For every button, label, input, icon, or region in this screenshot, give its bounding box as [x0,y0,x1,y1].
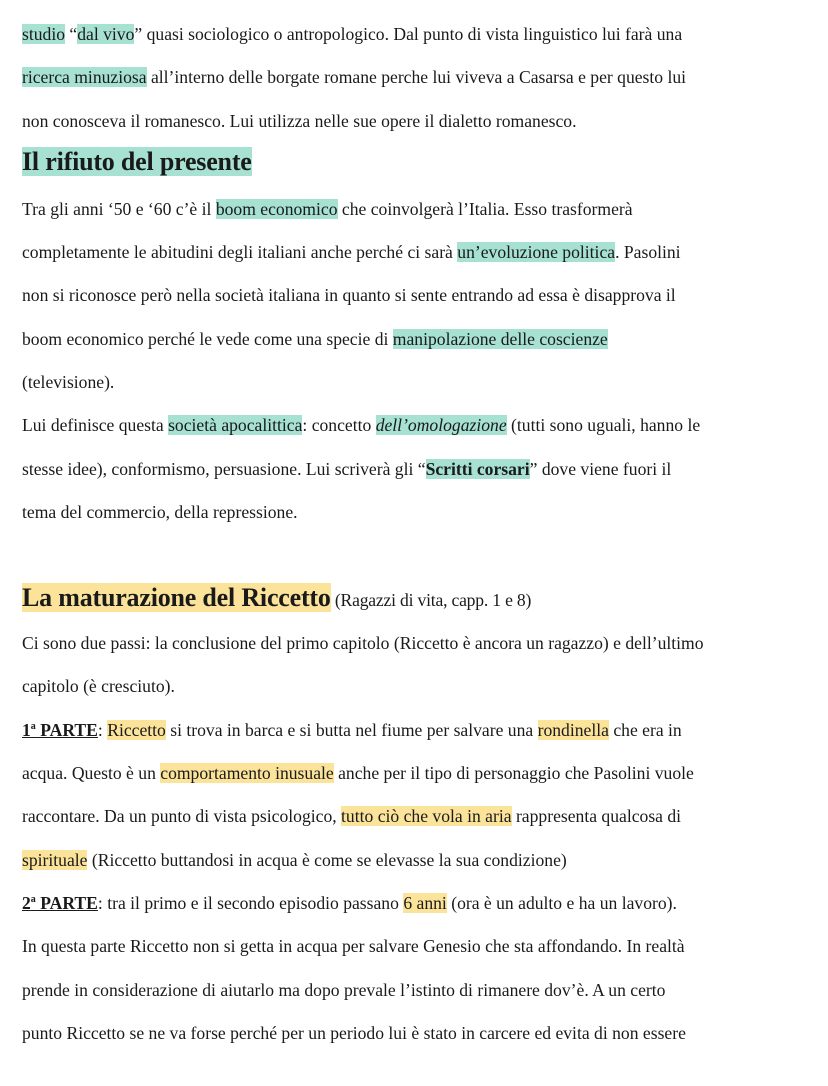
highlight: rondinella [537,720,609,740]
highlight: Riccetto [107,720,166,740]
text-span: capitolo (è cresciuto). [22,676,175,696]
text-span: : concetto [302,415,376,435]
text-span: stesse idee), conformismo, persuasione. Lui scriverà gli “ [22,459,426,479]
text-line [22,977,665,1003]
text-span: non conosceva il romanesco. Lui utilizza nelle sue opere il dialetto romanesco. [22,111,577,131]
text-span: . Pasolini [615,242,681,262]
text-line [22,717,682,743]
text-span: Tra gli anni ‘50 e ‘60 c’è il [22,199,216,219]
text-span: anche per il tipo di personaggio che Pasolini vuole [333,763,694,783]
text-line [22,673,175,699]
highlight: comportamento inusuale [160,763,334,783]
text-line [22,890,677,916]
text-span: (Riccetto buttandosi in acqua è come se elevasse la sua condizione) [87,850,567,870]
text-span: che coinvolgerà l’Italia. Esso trasformerà [337,199,633,219]
section-heading [22,580,531,618]
part-number: 2 [22,893,31,913]
part-number: 1 [22,720,31,740]
highlight: tutto ciò che vola in aria [341,806,512,826]
text-span: “ [65,24,78,44]
text-span: : [97,720,108,740]
text-span: prende in considerazione di aiutarlo ma dopo prevale l’istinto di rimanere dov’è. A un certo [22,980,666,1000]
text-span: (televisione). [22,372,115,392]
text-span: In questa parte Riccetto non si getta in acqua per salvare Genesio che sta affondando. In realtà [22,936,685,956]
text-span: raccontare. Da un punto di vista psicologico, [22,806,342,826]
text-line [22,499,298,525]
highlight-italic: dell’omologazione [375,415,507,435]
highlight: ricerca minuziosa [22,67,147,87]
ordinal-superscript: a [30,721,36,733]
part-label [22,893,98,913]
highlight: dal vivo [77,24,135,44]
text-line [22,630,704,656]
text-span: (tutti sono uguali, hanno le [506,415,701,435]
heading-highlight: Il rifiuto del presente [22,147,252,176]
text-line [22,760,694,786]
text-line [22,21,682,47]
text-span: si trova in barca e si butta nel fiume per salvare una [165,720,538,740]
text-line [22,933,685,959]
text-span: Ci sono due passi: la conclusione del primo capitolo (Riccetto è ancora un ragazzo) e dell’ultimo [22,633,704,653]
ordinal-superscript: a [30,894,36,906]
heading-subtitle: (Ragazzi di vita, capp. 1 e 8) [330,590,532,610]
text-line [22,847,567,873]
highlight: un’evoluzione politica [457,242,616,262]
heading-highlight: La maturazione del Riccetto [22,583,331,612]
part-word: PARTE [35,893,98,913]
text-line [22,108,577,134]
text-span: boom economico perché le vede come una specie di [22,329,393,349]
text-line [22,282,676,308]
highlight-bold: Scritti corsari [425,459,530,479]
text-line [22,803,681,829]
highlight: boom economico [215,199,338,219]
text-line [22,196,633,222]
text-span: ” dove viene fuori il [529,459,672,479]
text-line [22,412,700,438]
text-span: ” quasi sociologico o antropologico. Dal punto di vista linguistico lui farà una [134,24,683,44]
section-heading [22,144,252,180]
text-line [22,1020,686,1046]
text-line [22,456,671,482]
highlight: 6 anni [403,893,447,913]
text-span: punto Riccetto se ne va forse perché per un periodo lui è stato in carcere ed evita di non essere [22,1023,686,1043]
text-span: completamente le abitudini degli italiani anche perché ci sarà [22,242,458,262]
part-label [22,720,98,740]
text-span: (ora è un adulto e ha un lavoro). [446,893,677,913]
part-word: PARTE [35,720,98,740]
text-line [22,326,608,352]
highlight: società apocalittica [168,415,303,435]
text-line [22,239,681,265]
text-span: acqua. Questo è un [22,763,161,783]
text-line [22,64,686,90]
text-span: : tra il primo e il secondo episodio passano [97,893,404,913]
text-span: Lui definisce questa [22,415,169,435]
text-span: non si riconosce però nella società italiana in quanto si sente entrando ad essa è disapprova il [22,285,676,305]
text-span: tema del commercio, della repressione. [22,502,298,522]
highlight: manipolazione delle coscienze [392,329,608,349]
text-span: all’interno delle borgate romane perche lui viveva a Casarsa e per questo lui [146,67,687,87]
highlight: spirituale [22,850,88,870]
text-line [22,369,114,395]
text-span: che era in [608,720,682,740]
highlight: studio [22,24,66,44]
text-span: rappresenta qualcosa di [511,806,682,826]
